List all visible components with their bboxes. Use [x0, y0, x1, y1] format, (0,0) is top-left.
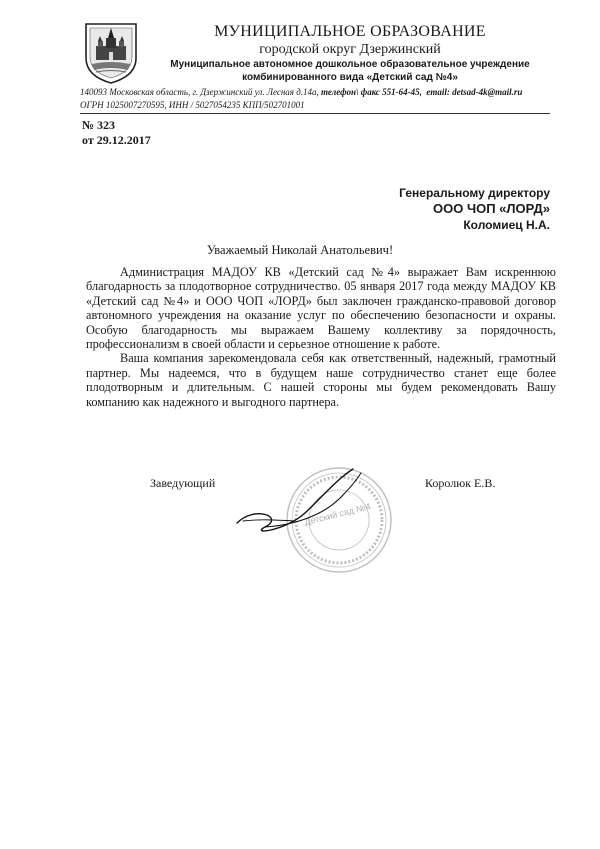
addressee-company: ООО ЧОП «ЛОРД» — [433, 201, 550, 216]
address-block — [80, 86, 560, 112]
header-institution-type: комбинированного вида «Детский сад №4» — [242, 72, 458, 83]
addressee-position: Генеральному директору — [399, 186, 550, 200]
header-divider — [80, 113, 550, 114]
document-reference — [82, 118, 151, 148]
signer-position: Заведующий — [150, 476, 216, 490]
registry-line: ОГРН 1025007270595, ИНН / 5027054235 КПП/502701001 — [80, 100, 305, 110]
signer-name: Королюк Е.В. — [425, 476, 496, 490]
address-line — [80, 86, 560, 99]
letter-body — [86, 265, 556, 409]
header-district: городской округ Дзержинский — [259, 42, 441, 57]
organization-header — [150, 22, 550, 84]
addressee-block — [399, 185, 550, 233]
addressee-name: Коломиец Н.А. — [463, 218, 550, 232]
document-number: № 323 — [82, 118, 116, 132]
email-label: email: — [426, 87, 450, 97]
body-paragraph-1: Администрация МАДОУ КВ «Детский сад №4» выражает Вам искреннюю благодарность за плодотворное сотрудничество. 05 января 2017 года между МАДОУ КВ «Детский сад №4» и ООО ЧОП «ЛОРД» был заключен гражданско-правовой договор автономного учреждения на оказание услуг по обеспечению безопасности и охраны. Особую благодарность мы выражаем Вашему коллективу за порядочность, профессионализм в своей области и серьезное отношение к работе. — [86, 265, 556, 352]
handwritten-signature — [225, 465, 375, 545]
header-institution: Муниципальное автономное дошкольное образовательное учреждение — [170, 59, 530, 70]
body-paragraph-2: Ваша компания зарекомендовала себя как ответственный, надежный, грамотный партнер. Мы надеемся, что в будущем наше сотрудничество станет еще более плодотворным и длительным. С нашей стороны мы будем рекомендовать Вашу компанию как надежного и выгодного партнера. — [86, 351, 556, 409]
seal-inscription: Детский сад №4 — [303, 501, 372, 528]
email-address: detsad-4k@mail.ru — [452, 87, 523, 97]
header-municipality: МУНИЦИПАЛЬНОЕ ОБРАЗОВАНИЕ — [214, 23, 486, 40]
phone-fax: телефон\ факс 551-64-45, — [321, 87, 422, 97]
postal-address: 140093 Московская область, г. Дзержинский ул. Лесная д.14а, — [80, 87, 322, 97]
document-date: от 29.12.2017 — [82, 133, 151, 147]
greeting: Уважаемый Николай Анатольевич! — [206, 243, 394, 257]
coat-of-arms-icon — [80, 20, 142, 86]
